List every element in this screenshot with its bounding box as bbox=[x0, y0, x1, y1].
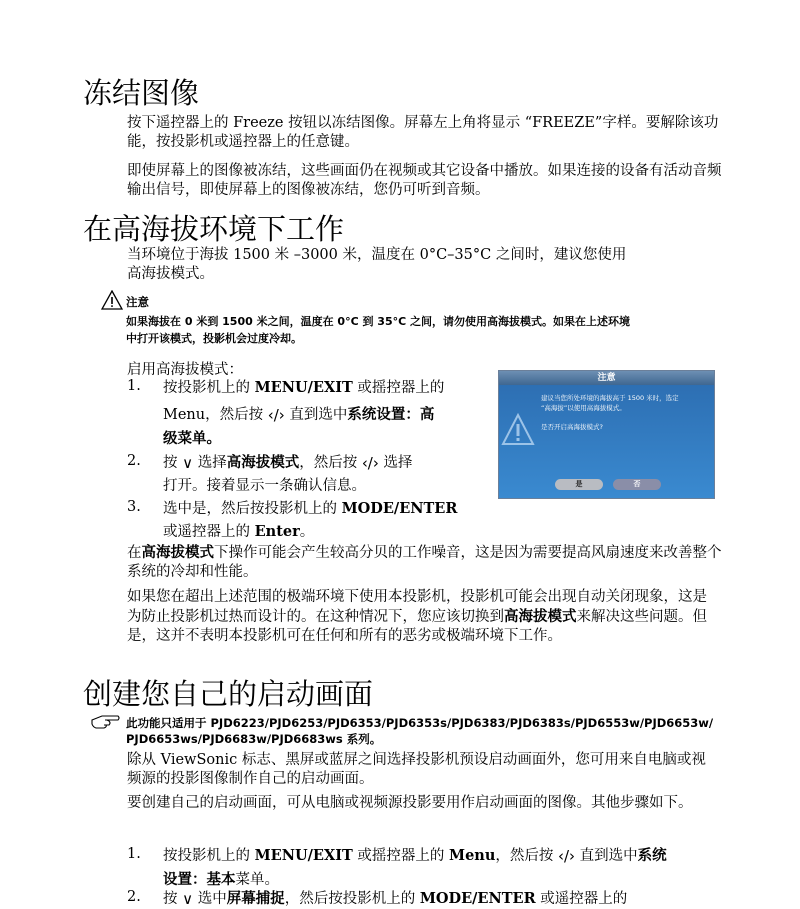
text: 按投影机上的 bbox=[163, 848, 255, 864]
text: 选中是，然后按投影机上的 bbox=[163, 501, 342, 517]
text: 按 bbox=[163, 891, 178, 907]
dialog-yes-button[interactable]: 是 bbox=[555, 479, 603, 490]
down-arrow-icon: ∨ bbox=[182, 454, 194, 472]
startup-step-1-line-2 bbox=[163, 870, 279, 890]
text: 或遥控器上的 bbox=[535, 891, 628, 907]
left-right-arrow-icon: ‹/› bbox=[361, 454, 379, 472]
enable-label: 启用高海拔模式： bbox=[127, 362, 243, 378]
text: 选择 bbox=[383, 455, 413, 471]
text: 按投影机上的 bbox=[163, 380, 255, 396]
pointing-hand-icon bbox=[90, 712, 120, 734]
text: ，然后按 bbox=[299, 455, 358, 471]
step-number: 1. bbox=[127, 378, 141, 394]
mode-name: 高海拔模式 bbox=[504, 608, 577, 625]
extreme-paragraph bbox=[127, 588, 717, 646]
freeze-paragraph-2: 即使屏幕上的图像被冻结，这些画面仍在视频或其它设备中播放。如果连接的设备有活动音频输出信号，即使屏幕上的图像被冻结，您仍可听到音频。 bbox=[127, 163, 722, 198]
menu-key: Menu bbox=[163, 407, 206, 423]
text: 如果您在超出上述范围的极端环境下使用本投影机，投影机可能会出现自动关闭现象，这是为防止投影机过热而设计的。在这种情况下，您应该切换到 bbox=[127, 589, 707, 625]
text: 或遥控器上的 bbox=[163, 524, 255, 540]
confirm-dialog-illustration bbox=[498, 370, 715, 499]
noise-paragraph bbox=[127, 543, 722, 582]
text: 或摇控器上的 bbox=[352, 380, 445, 396]
warning-icon bbox=[101, 290, 123, 314]
step-1-line-2 bbox=[163, 405, 434, 425]
text: 来解决这些问题。但是，这并不表明本投影机可在任何和所有的恶劣或极端环境下工作。 bbox=[127, 609, 707, 644]
step-2-line-1 bbox=[163, 453, 412, 473]
text: 菜单。 bbox=[235, 872, 279, 888]
menu-exit-key: MENU/EXIT bbox=[254, 379, 353, 396]
dialog-line3: 是否开启高海拔模式? bbox=[541, 423, 603, 431]
text: 直到选中 bbox=[579, 848, 638, 864]
step-number: 2. bbox=[127, 889, 141, 905]
dialog-line2: “高海拔”以使用高海拔模式。 bbox=[541, 404, 626, 412]
dialog-title: 注意 bbox=[499, 371, 714, 385]
menu-exit-key: MENU/EXIT bbox=[254, 847, 353, 864]
startup-step-1-line-1 bbox=[163, 846, 667, 866]
step-3-line-1 bbox=[163, 499, 457, 519]
tip-line2: PJD6653ws/PJD6683w/PJD6683ws 系列。 bbox=[126, 732, 382, 746]
enter-key: Enter bbox=[254, 523, 300, 540]
text: 或摇控器上的 bbox=[352, 848, 450, 864]
dialog-warning-icon bbox=[501, 413, 535, 447]
step-3-line-2 bbox=[163, 522, 314, 542]
text: 选中 bbox=[197, 891, 227, 907]
note-line1: 如果海拔在 0 米到 1500 米之间，温度在 0°C 到 35°C 之间，请勿使用高海拔模式。如果在上述环境 bbox=[126, 315, 631, 328]
note-line2: 中打开该模式，投影机会过度冷却。 bbox=[126, 332, 302, 345]
step-number: 3. bbox=[127, 499, 141, 515]
mode-name: 高海拔模式 bbox=[226, 454, 300, 471]
startup-step-2-line-1 bbox=[163, 889, 627, 909]
freeze-paragraph-1: 按下遥控器上的 Freeze 按钮以冻结图像。屏幕左上角将显示 “FREEZE”字样。要解除该功能，按投影机或遥控器上的任意键。 bbox=[127, 115, 719, 150]
text: ，然后按 bbox=[495, 848, 554, 864]
mode-enter-key: MODE/ENTER bbox=[419, 890, 536, 907]
function-name: 屏幕捕捉 bbox=[226, 890, 285, 907]
altitude-intro-line1: 当环境位于海拔 1500 米 –3000 米，温度在 0°C–35°C 之间时，建议您使用 bbox=[127, 247, 627, 263]
text: 选择 bbox=[197, 455, 227, 471]
text: ，然后按 bbox=[205, 407, 264, 423]
dialog-line1: 建议当您所处环境的海拔高于 1500 米时，选定 bbox=[541, 394, 679, 402]
menu-path: 系统设置：高 bbox=[347, 406, 435, 423]
menu-path: 系统 bbox=[637, 847, 667, 864]
left-right-arrow-icon: ‹/› bbox=[558, 847, 576, 865]
section-title-freeze: 冻结图像 bbox=[83, 76, 200, 110]
section-title-altitude: 在高海拔环境下工作 bbox=[83, 212, 345, 246]
startup-paragraph-2: 要创建自己的启动画面，可从电脑或视频源投影要用作启动画面的图像。其他步骤如下。 bbox=[127, 795, 693, 811]
text: 直到选中 bbox=[289, 407, 348, 423]
step-1-line-1 bbox=[163, 378, 444, 398]
step-number: 1. bbox=[127, 846, 141, 862]
text: 级菜单。 bbox=[163, 430, 221, 447]
text: 在 bbox=[127, 545, 142, 561]
step-1-line-3 bbox=[163, 429, 221, 449]
text: 按 bbox=[163, 455, 178, 471]
startup-paragraph-1: 除从 ViewSonic 标志、黑屏或蓝屏之间选择投影机预设启动画面外，您可用来自电脑或视频源的投影图像制作自己的启动画面。 bbox=[127, 752, 706, 787]
text: 下操作可能会产生较高分贝的工作噪音，这是因为需要提高风扇速度来改善整个系统的冷却和性能。 bbox=[127, 545, 722, 580]
section-title-startup: 创建您自己的启动画面 bbox=[83, 677, 374, 711]
text: 。 bbox=[299, 524, 315, 540]
dialog-no-button[interactable]: 否 bbox=[613, 479, 661, 490]
step-number: 2. bbox=[127, 453, 141, 469]
mode-name: 高海拔模式 bbox=[141, 544, 214, 561]
step-2-line-2: 打开。接着显示一条确认信息。 bbox=[163, 478, 366, 494]
mode-enter-key: MODE/ENTER bbox=[341, 500, 458, 517]
text: ，然后按投影机上的 bbox=[284, 891, 420, 907]
menu-path: 设置：基本 bbox=[163, 871, 236, 888]
note-label: 注意 bbox=[126, 295, 149, 309]
tip-line1: 此功能只适用于 PJD6223/PJD6253/PJD6353/PJD6353s/PJD6383/PJD6383s/PJD6553w/PJD6653w/ bbox=[126, 716, 714, 730]
dialog-body bbox=[499, 385, 714, 498]
left-right-arrow-icon: ‹/› bbox=[267, 406, 285, 424]
altitude-intro-line2: 高海拔模式。 bbox=[127, 266, 214, 282]
menu-key: Menu bbox=[449, 847, 496, 864]
down-arrow-icon: ∨ bbox=[182, 890, 194, 908]
